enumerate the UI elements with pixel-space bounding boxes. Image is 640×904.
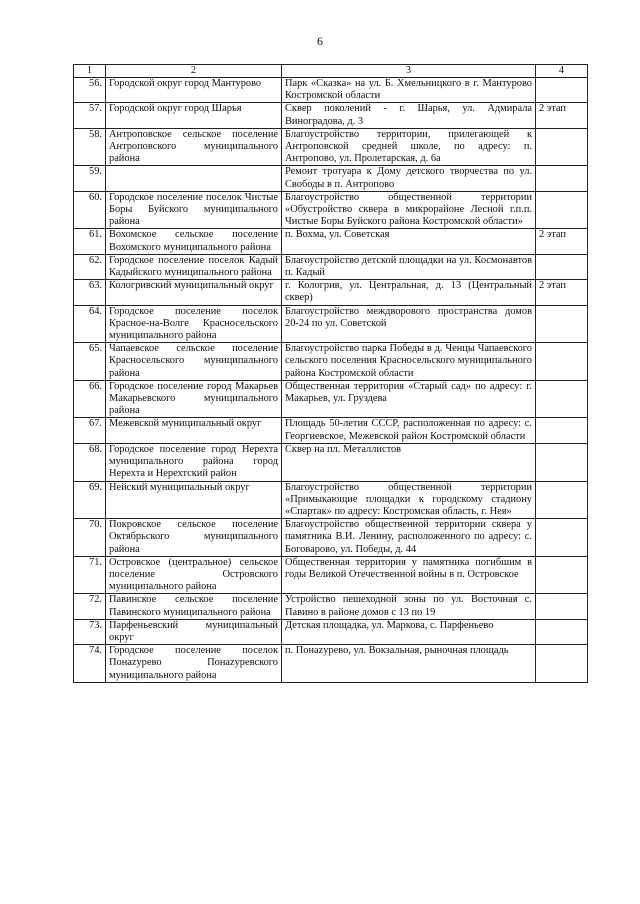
stage-cell — [536, 481, 588, 519]
table-row — [74, 594, 588, 619]
stage-cell: 2 этап — [536, 229, 588, 254]
object-cell: Парк «Сказка» на ул. Б. Хмельницкого в г. Мантурово Костромской области — [282, 78, 536, 103]
object-cell: Устройство пешеходной зоны по ул. Восточная с. Павино в районе домов с 13 по 19 — [282, 594, 536, 619]
row-number: 69. — [74, 481, 106, 519]
table-row — [74, 305, 588, 343]
object-cell: Площадь 50-летия СССР, расположенная по адресу: с. Георгиевское, Межевской район Костромской области — [282, 418, 536, 443]
object-cell: Сквер поколений - г. Шарья, ул. Адмирала Виноградова, д. 3 — [282, 103, 536, 128]
table-row — [74, 128, 588, 166]
object-cell: Общественная территория «Старый сад» по адресу: г. Макарьев, ул. Груздева — [282, 380, 536, 418]
row-number: 72. — [74, 594, 106, 619]
object-cell: Сквер на пл. Металлистов — [282, 443, 536, 481]
object-cell: Благоустройство междворового пространства домов 20-24 по ул. Советской — [282, 305, 536, 343]
stage-cell — [536, 305, 588, 343]
table-row — [74, 254, 588, 279]
column-header: 1 — [74, 65, 106, 78]
stage-cell — [536, 380, 588, 418]
municipality-cell: Городское поселение город Нерехта муниципального района город Нерехта и Нерехтский район — [106, 443, 282, 481]
row-number: 65. — [74, 343, 106, 381]
stage-cell — [536, 191, 588, 229]
table-row — [74, 519, 588, 557]
stage-cell — [536, 166, 588, 191]
object-cell: Ремонт тротуара к Дому детского творчества по ул. Свободы в п. Антропово — [282, 166, 536, 191]
stage-cell — [536, 619, 588, 644]
object-cell: Благоустройство территории, прилегающей к Антроповской средней школе, по адресу: п. Антропово, ул. Пролетарская, д. 6а — [282, 128, 536, 166]
object-cell: Общественная территория у памятника погибшим в годы Великой Отечественной войны в п. Островское — [282, 556, 536, 594]
stage-cell — [536, 254, 588, 279]
table-row — [74, 280, 588, 305]
stage-cell — [536, 594, 588, 619]
column-header: 2 — [106, 65, 282, 78]
stage-cell — [536, 343, 588, 381]
column-header: 4 — [536, 65, 588, 78]
object-cell: Благоустройство детской площадки на ул. Космонавтов п. Кадый — [282, 254, 536, 279]
table-row — [74, 229, 588, 254]
table-row — [74, 103, 588, 128]
municipality-cell: Межевской муниципальный округ — [106, 418, 282, 443]
municipality-cell: Чапаевское сельское поселение Красносельского муниципального района — [106, 343, 282, 381]
page-number: 6 — [317, 34, 323, 48]
row-number: 58. — [74, 128, 106, 166]
table-row — [74, 78, 588, 103]
municipality-cell: Городское поселение поселок Понazyрево Понazyревского муниципального района — [106, 645, 282, 683]
municipality-cell: Антроповское сельское поселение Антроповского муниципального района — [106, 128, 282, 166]
stage-cell — [536, 128, 588, 166]
row-number: 59. — [74, 166, 106, 191]
table-row — [74, 418, 588, 443]
stage-cell — [536, 645, 588, 683]
municipality-cell: Островское (центральное) сельское поселение Островского муниципального района — [106, 556, 282, 594]
row-number: 61. — [74, 229, 106, 254]
stage-cell — [536, 556, 588, 594]
object-cell: п. Понazyрево, ул. Вокзальная, рыночная площадь — [282, 645, 536, 683]
object-cell: Детская площадка, ул. Маркова, с. Парфеньево — [282, 619, 536, 644]
row-number: 57. — [74, 103, 106, 128]
object-cell: п. Вохма, ул. Советская — [282, 229, 536, 254]
municipality-cell: Городское поселение поселок Чистые Боры Буйского муниципального района — [106, 191, 282, 229]
row-number: 70. — [74, 519, 106, 557]
object-cell: г. Кологрив, ул. Центральная, д. 13 (Центральный сквер) — [282, 280, 536, 305]
municipality-cell: Городской округ город Мантурово — [106, 78, 282, 103]
table-row — [74, 619, 588, 644]
object-cell: Благоустройство парка Победы в д. Ченцы Чапаевского сельского поселения Красносельского муниципального района Костромской области — [282, 343, 536, 381]
municipality-cell: Парфеньевский муниципальный округ — [106, 619, 282, 644]
row-number: 73. — [74, 619, 106, 644]
stage-cell: 2 этап — [536, 280, 588, 305]
municipality-cell — [106, 166, 282, 191]
municipality-cell: Городской округ город Шарья — [106, 103, 282, 128]
municipality-cell: Городское поселение поселок Красное-на-Волге Красносельского муниципального района — [106, 305, 282, 343]
row-number: 62. — [74, 254, 106, 279]
row-number: 63. — [74, 280, 106, 305]
header-row — [74, 65, 588, 78]
table-row — [74, 380, 588, 418]
table-row — [74, 191, 588, 229]
table-row — [74, 343, 588, 381]
row-number: 56. — [74, 78, 106, 103]
table-row — [74, 645, 588, 683]
stage-cell: 2 этап — [536, 103, 588, 128]
row-number: 67. — [74, 418, 106, 443]
table-row — [74, 481, 588, 519]
table-row — [74, 166, 588, 191]
row-number: 64. — [74, 305, 106, 343]
row-number: 68. — [74, 443, 106, 481]
stage-cell — [536, 443, 588, 481]
registry-table — [73, 64, 588, 683]
stage-cell — [536, 78, 588, 103]
column-header: 3 — [282, 65, 536, 78]
object-cell: Благоустройство общественной территории сквера у памятника В.И. Ленину, расположенного по адресу: с. Боговарово, ул. Победы, д. 44 — [282, 519, 536, 557]
table-row — [74, 556, 588, 594]
stage-cell — [536, 418, 588, 443]
municipality-cell: Нейский муниципальный округ — [106, 481, 282, 519]
municipality-cell: Городское поселение поселок Кадый Кадыйского муниципального района — [106, 254, 282, 279]
row-number: 74. — [74, 645, 106, 683]
row-number: 60. — [74, 191, 106, 229]
object-cell: Благоустройство общественной территории «Обустройство сквера в микрорайоне Лесной г.п.п. Чистые Боры Буйского района Костромской области» — [282, 191, 536, 229]
municipality-cell: Покровское сельское поселение Октябрьского муниципального района — [106, 519, 282, 557]
stage-cell — [536, 519, 588, 557]
municipality-cell: Вохомское сельское поселение Вохомского муниципального района — [106, 229, 282, 254]
row-number: 71. — [74, 556, 106, 594]
municipality-cell: Павинское сельское поселение Павинского муниципального района — [106, 594, 282, 619]
object-cell: Благоустройство общественной территории «Примыкающие площадки к городскому стадиону «Спартак» по адресу: Костромская область, г. Нея» — [282, 481, 536, 519]
row-number: 66. — [74, 380, 106, 418]
municipality-cell: Городское поселение город Макарьев Макарьевского муниципального района — [106, 380, 282, 418]
municipality-cell: Кологривский муниципальный округ — [106, 280, 282, 305]
table-row — [74, 443, 588, 481]
